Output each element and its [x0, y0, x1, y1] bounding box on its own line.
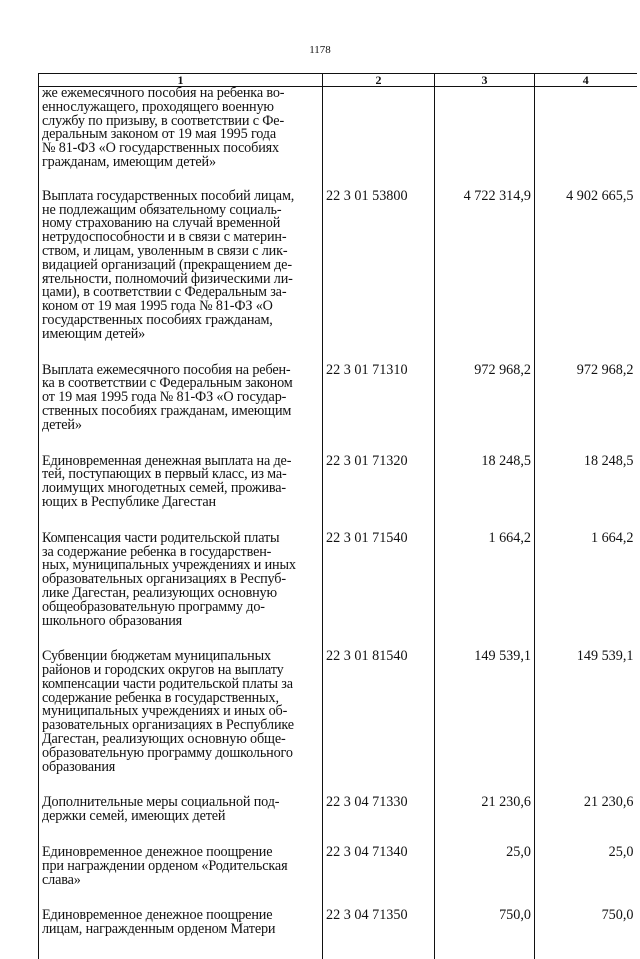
row-value-year-2: 750,0: [535, 909, 637, 959]
description-line: не подлежащим обязательному социаль-: [42, 204, 321, 218]
description-line: содержание ребенка в государственных,: [42, 692, 321, 706]
table-row: [39, 455, 637, 532]
row-value-year-1: 4 722 314,9: [435, 190, 535, 364]
description-line: от 19 мая 1995 года № 81-ФЗ «О государ-: [42, 391, 321, 405]
description-line: Дагестан, реализующих основную обще-: [42, 733, 321, 747]
row-code: 22 3 04 71330: [323, 796, 435, 846]
description-line: ственных пособиях гражданам, имеющим: [42, 405, 321, 419]
description-line: государственных пособиях гражданам,: [42, 314, 321, 328]
row-value-year-1: 1 664,2: [435, 532, 535, 651]
row-description: [39, 796, 323, 846]
row-value-year-1: 972 968,2: [435, 364, 535, 455]
description-line: Выплата ежемесячного пособия на ребен-: [42, 364, 321, 378]
budget-table: [38, 73, 637, 959]
description-line: детей»: [42, 419, 321, 433]
description-line: службу по призыву, в соответствии с Фе-: [42, 115, 321, 129]
description-line: Единовременное денежное поощрение: [42, 846, 321, 860]
description-line: ством, и лицам, уволенным в связи с лик-: [42, 245, 321, 259]
description-line: лицам, награжденным орденом Матери: [42, 923, 321, 937]
description-line: Дополнительные меры социальной под-: [42, 796, 321, 810]
description-line: общеобразовательную программу до-: [42, 601, 321, 615]
description-line: школьного образования: [42, 615, 321, 629]
description-line: при награждении орденом «Родительская: [42, 860, 321, 874]
description-line: гражданам, имеющим детей»: [42, 156, 321, 170]
row-description: [39, 650, 323, 796]
row-value-year-2: 18 248,5: [535, 455, 637, 532]
description-line: Выплата государственных пособий лицам,: [42, 190, 321, 204]
row-value-year-2: 149 539,1: [535, 650, 637, 796]
description-line: ющих в Республике Дагестан: [42, 496, 321, 510]
description-line: держки семей, имеющих детей: [42, 810, 321, 824]
description-line: образовательную программу дошкольного: [42, 747, 321, 761]
description-line: № 81-ФЗ «О государственных пособиях: [42, 142, 321, 156]
description-line: ных, муниципальных учреждениях и иных: [42, 559, 321, 573]
description-line: слава»: [42, 874, 321, 888]
row-value-year-2: 972 968,2: [535, 364, 637, 455]
description-line: образования: [42, 761, 321, 775]
row-value-year-2: [535, 87, 637, 190]
description-line: Единовременная денежная выплата на де-: [42, 455, 321, 469]
description-line: Единовременное денежное поощрение: [42, 909, 321, 923]
row-code: 22 3 04 71350: [323, 909, 435, 959]
description-line: нетрудоспособности и в связи с материн-: [42, 231, 321, 245]
description-line: ка в соответствии с Федеральным законом: [42, 377, 321, 391]
description-line: цами), в соответствии с Федеральным за-: [42, 286, 321, 300]
table-row: [39, 364, 637, 455]
row-description: [39, 909, 323, 959]
row-description: [39, 364, 323, 455]
description-line: Компенсация части родительской платы: [42, 532, 321, 546]
description-line: за содержание ребенка в государствен-: [42, 546, 321, 560]
row-code: 22 3 01 71320: [323, 455, 435, 532]
row-value-year-1: [435, 87, 535, 190]
description-line: разовательных организациях в Республике: [42, 719, 321, 733]
description-line: Субвенции бюджетам муниципальных: [42, 650, 321, 664]
row-value-year-1: 750,0: [435, 909, 535, 959]
row-value-year-2: 1 664,2: [535, 532, 637, 651]
description-line: коном от 19 мая 1995 года № 81-ФЗ «О: [42, 300, 321, 314]
row-code: 22 3 01 71540: [323, 532, 435, 651]
description-line: муниципальных учреждениях и иных об-: [42, 705, 321, 719]
description-line: лике Дагестан, реализующих основную: [42, 587, 321, 601]
column-header-3: 3: [435, 74, 535, 87]
table-row: [39, 909, 637, 959]
row-value-year-2: 25,0: [535, 846, 637, 909]
table-body: [39, 87, 637, 959]
column-header-4: 4: [535, 74, 637, 87]
description-line: ятельности, полномочий физическими ли-: [42, 273, 321, 287]
description-line: еннослужащего, проходящего военную: [42, 101, 321, 115]
description-line: видацией организаций (прекращением де-: [42, 259, 321, 273]
description-line: компенсации части родительской платы за: [42, 678, 321, 692]
table-row: [39, 87, 637, 190]
table-row: [39, 532, 637, 651]
description-line: районов и городских округов на выплату: [42, 664, 321, 678]
row-code: 22 3 01 81540: [323, 650, 435, 796]
row-description: [39, 455, 323, 532]
description-line: же ежемесячного пособия на ребенка во-: [42, 87, 321, 101]
page-number: 1178: [0, 44, 640, 56]
row-description: [39, 190, 323, 364]
row-value-year-1: 21 230,6: [435, 796, 535, 846]
row-code: 22 3 01 71310: [323, 364, 435, 455]
table-row: [39, 190, 637, 364]
description-line: имеющим детей»: [42, 328, 321, 342]
description-line: деральным законом от 19 мая 1995 года: [42, 128, 321, 142]
description-line: ному страхованию на случай временной: [42, 217, 321, 231]
row-code: 22 3 04 71340: [323, 846, 435, 909]
row-description: [39, 532, 323, 651]
row-code: [323, 87, 435, 190]
row-description: [39, 846, 323, 909]
column-header-2: 2: [323, 74, 435, 87]
row-value-year-1: 18 248,5: [435, 455, 535, 532]
row-description: [39, 87, 323, 190]
row-value-year-1: 149 539,1: [435, 650, 535, 796]
row-code: 22 3 01 53800: [323, 190, 435, 364]
table-row: [39, 846, 637, 909]
description-line: тей, поступающих в первый класс, из ма-: [42, 468, 321, 482]
table-row: [39, 650, 637, 796]
row-value-year-2: 4 902 665,5: [535, 190, 637, 364]
row-value-year-2: 21 230,6: [535, 796, 637, 846]
table-row: [39, 796, 637, 846]
row-value-year-1: 25,0: [435, 846, 535, 909]
description-line: образовательных организациях в Респуб-: [42, 573, 321, 587]
description-line: лоимущих многодетных семей, прожива-: [42, 482, 321, 496]
column-header-1: 1: [39, 74, 323, 87]
